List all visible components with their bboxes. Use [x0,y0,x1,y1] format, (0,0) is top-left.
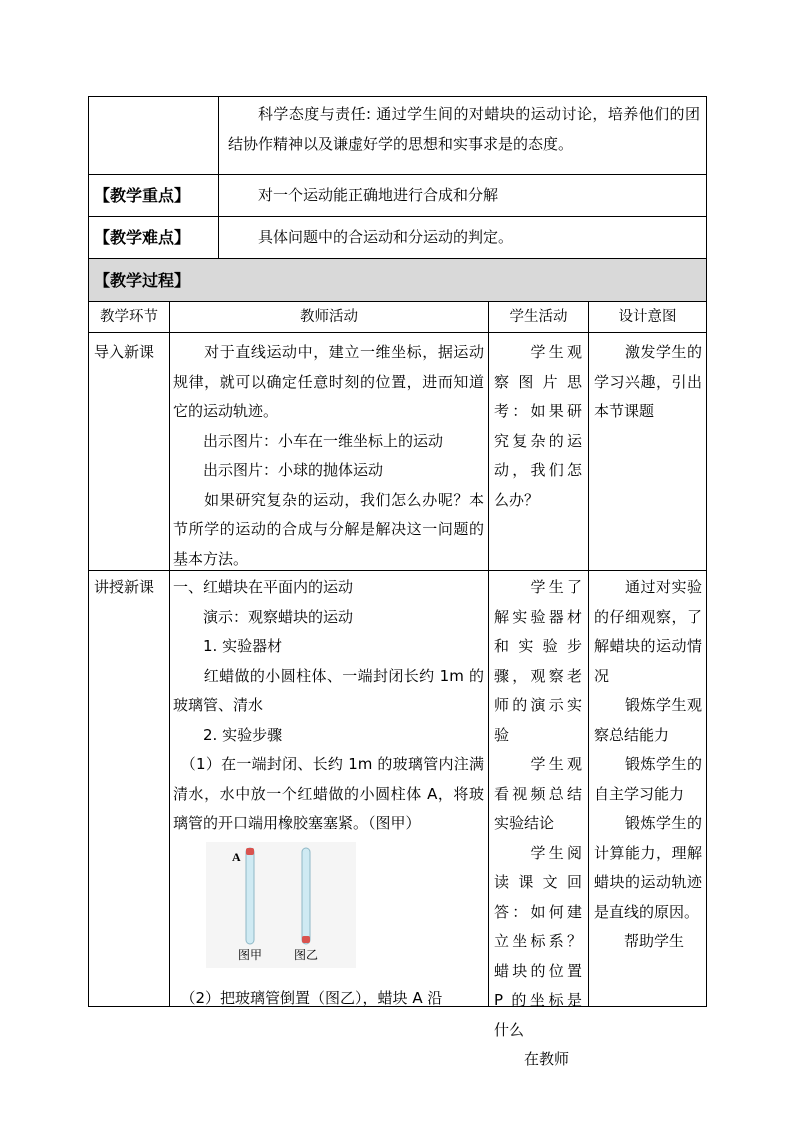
design-intent-intro: 激发学生的学习兴趣，引出本节课题 [594,343,702,420]
teacher-paragraph: 如果研究复杂的运动，我们怎么办呢？本节所学的运动的合成与分解是解决这一问题的基本方法。 [173,490,484,568]
student-activity-intro: 学生观察图片思考：如果研究复杂的运动，我们怎么办？ [494,343,582,509]
design-paragraph: 锻炼学生观察总结能力 [594,696,702,744]
caption-right: 图乙 [294,948,319,962]
col-header-stage: 教学环节 [100,309,158,325]
row-divider [88,332,707,333]
teacher-activity-new [173,573,484,839]
student-paragraph: 学生观看视频总结实验结论 [494,755,582,832]
caption-left: 图甲 [238,948,263,962]
row-divider [88,301,707,302]
step-2-text: （2）把玻璃管倒置（图乙），蜡块 A 沿 [173,989,443,1007]
materials-heading: 1. 实验器材 [173,637,283,655]
attitude-responsibility-text: 科学态度与责任: 通过学生间的对蜡块的运动讨论，培养他们的团结协作精神以及谦虚好学的思想和实事求是的态度。 [228,105,700,153]
row-divider [88,216,707,217]
difficulty-label: 【教学难点】 [94,228,191,247]
section-heading: 一、红蜡块在平面内的运动 [173,578,354,596]
teacher-paragraph: 出示图片：小车在一维坐标上的运动 [173,431,444,450]
steps-heading: 2. 实验步骤 [173,725,283,744]
student-activity-new [494,573,587,1075]
teacher-activity-intro [173,338,484,574]
design-paragraph: 锻炼学生的自主学习能力 [594,755,702,803]
teacher-paragraph: 出示图片：小球的抛体运动 [173,461,384,479]
process-header: 【教学过程】 [94,271,191,290]
teacher-paragraph: 对于直线运动中，建立一维坐标，据运动规律，就可以确定任意时刻的位置，进而知道它的运动轨迹。 [173,343,484,420]
key-point-content: 对一个运动能正确地进行合成和分解 [258,186,499,204]
demo-title: 演示：观察蜡块的运动 [173,607,354,626]
col-header-student: 学生活动 [509,309,568,325]
label-a: A [232,850,241,864]
student-paragraph: 学生了解实验器材和实验步骤，观察老师的演示实验 [494,578,582,744]
student-paragraph: 在教师 [494,1050,570,1068]
materials-text: 红蜡做的小圆柱体、一端封闭长约 1m 的玻璃管、清水 [173,666,484,714]
design-paragraph: 通过对实验的仔细观察，了解蜡块的运动情况 [594,578,702,685]
col-header-teacher: 教师活动 [300,309,358,325]
stage-intro: 导入新课 [94,343,155,361]
key-point-label: 【教学重点】 [94,186,191,205]
student-paragraph: 学生阅读课文回答：如何建立坐标系？蜡块的位置 P 的坐标是什么 [494,843,587,1039]
row-divider [88,174,707,175]
col-divider [218,96,219,259]
tube-left [246,848,254,944]
tube-right [302,848,310,944]
stopper-left [246,848,254,855]
stage-new-lesson: 讲授新课 [94,578,155,596]
row-divider [88,258,707,259]
glass-tube-figure [206,842,356,968]
design-paragraph: 帮助学生 [594,932,685,950]
col-divider [488,301,489,1007]
col-divider [169,301,170,1007]
col-header-design: 设计意图 [618,309,677,325]
col-divider [588,301,589,1007]
design-intent-new [594,573,702,957]
design-paragraph: 锻炼学生的计算能力，理解蜡块的运动轨迹是直线的原因。 [594,814,702,921]
glass-tube-diagram [206,842,356,968]
step-1-text: （1）在一端封闭、长约 1m 的玻璃管内注满清水，水中放一个红蜡做的小圆柱体 A，将玻璃管的开口端用橡胶塞塞紧。（图甲） [173,755,484,832]
difficulty-content: 具体问题中的合运动和分运动的判定。 [258,228,514,246]
stopper-right [302,936,310,943]
